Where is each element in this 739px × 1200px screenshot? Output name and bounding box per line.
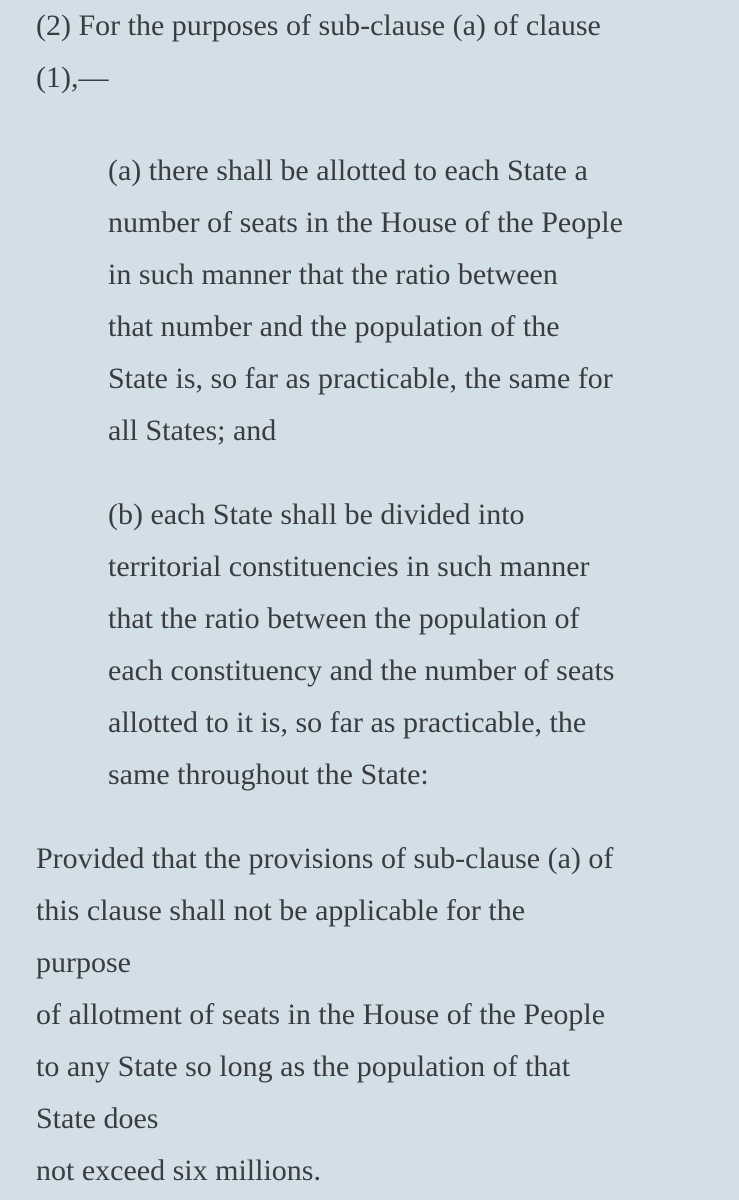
text-line: (2) For the purposes of sub-clause (a) of clause (36, 9, 601, 42)
text-line: State does (36, 1102, 159, 1135)
text-line: allotted to it is, so far as practicable, the (108, 706, 587, 739)
text-line: to any State so long as the population of that (36, 1050, 571, 1083)
text-line: (b) each State shall be divided into (108, 498, 525, 531)
text-line: State is, so far as practicable, the same for (108, 362, 613, 395)
text-line: not exceed six millions. (36, 1154, 321, 1187)
text-line: all States; and (108, 414, 277, 447)
sub-clause-b-paragraph (108, 489, 614, 801)
text-line: territorial constituencies in such manner (108, 550, 590, 583)
text-line: (1),— (36, 61, 109, 94)
text-line: of allotment of seats in the House of the People (36, 998, 606, 1031)
clause-2-paragraph (36, 0, 601, 104)
proviso-paragraph (36, 833, 613, 1197)
text-line: that number and the population of the (108, 310, 560, 343)
text-line: number of seats in the House of the People (108, 206, 623, 239)
text-line: purpose (36, 946, 131, 979)
text-line: Provided that the provisions of sub-clause (a) of (36, 842, 614, 875)
sub-clause-a-paragraph (108, 145, 623, 457)
text-line: in such manner that the ratio between (108, 258, 558, 291)
text-line: each constituency and the number of seats (108, 654, 615, 687)
text-line: same throughout the State: (108, 758, 429, 791)
text-line: this clause shall not be applicable for the (36, 894, 526, 927)
text-line: that the ratio between the population of (108, 602, 580, 635)
text-line: (a) there shall be allotted to each State a (108, 154, 588, 187)
